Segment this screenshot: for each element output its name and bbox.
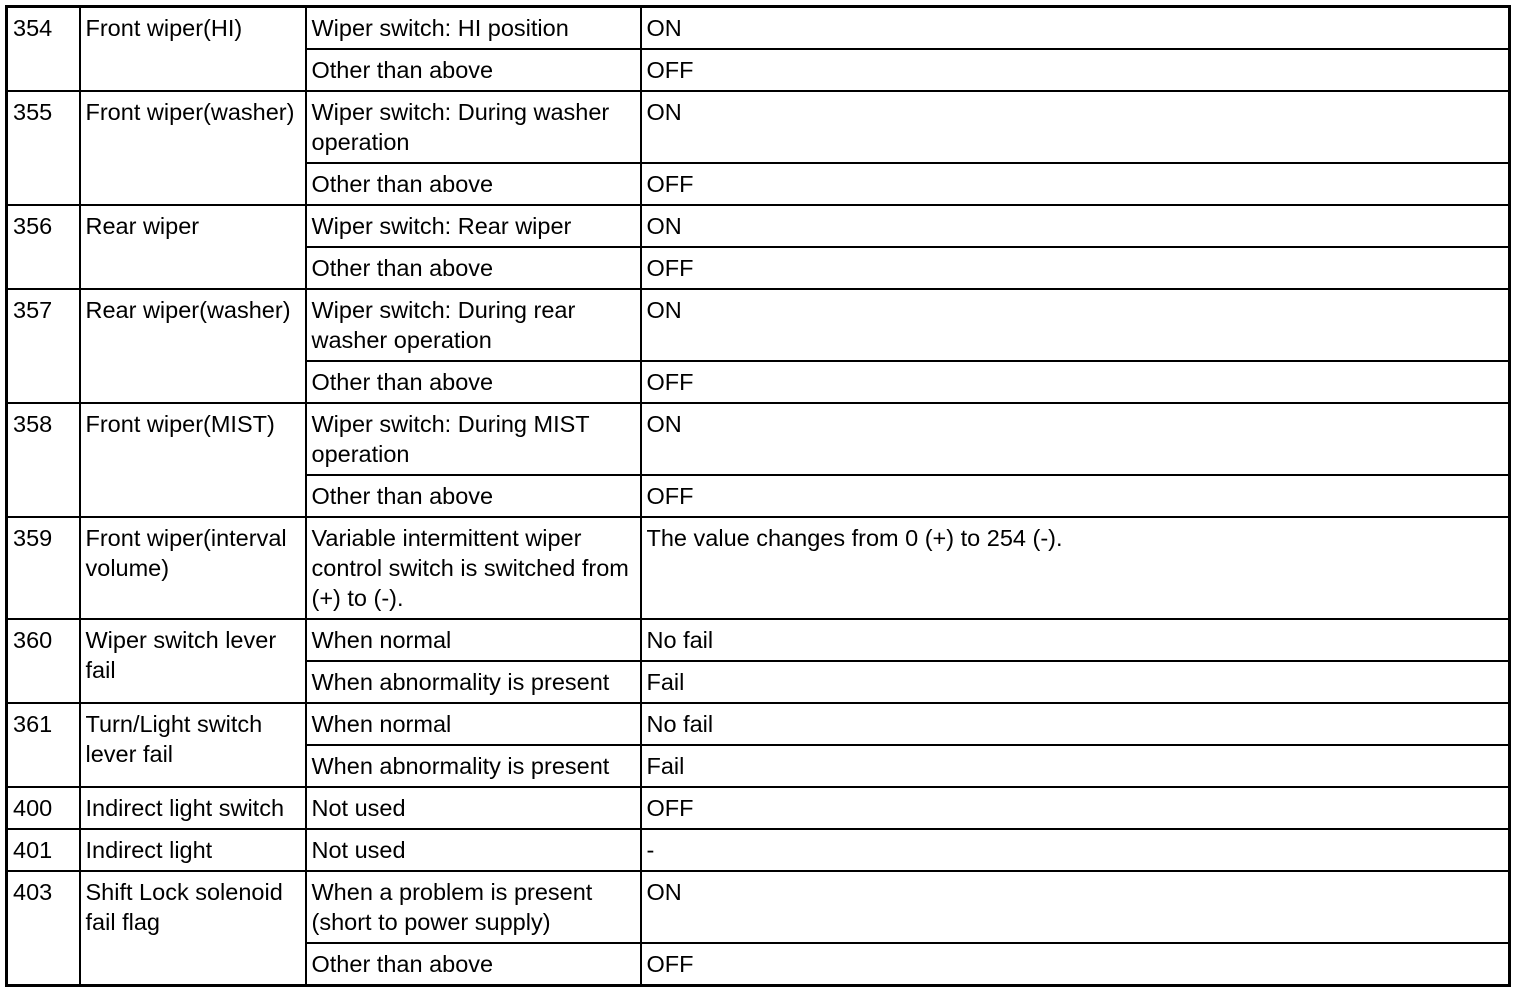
- data-table: [5, 5, 1511, 987]
- condition-cell: Wiper switch: During MIST operation: [306, 403, 641, 475]
- table-row: [7, 7, 1510, 50]
- condition-cell: When normal: [306, 619, 641, 661]
- item-name: Turn/Light switch lever fail: [80, 703, 306, 787]
- table-row: [7, 289, 1510, 361]
- value-cell: OFF: [641, 943, 1510, 986]
- condition-cell: When abnormality is present: [306, 745, 641, 787]
- item-name: Front wiper(washer): [80, 91, 306, 205]
- condition-cell: Other than above: [306, 247, 641, 289]
- condition-cell: Wiper switch: During washer operation: [306, 91, 641, 163]
- value-cell: ON: [641, 403, 1510, 475]
- condition-cell: Other than above: [306, 943, 641, 986]
- condition-cell: Not used: [306, 829, 641, 871]
- value-cell: OFF: [641, 475, 1510, 517]
- value-cell: Fail: [641, 745, 1510, 787]
- table-row: [7, 517, 1510, 619]
- item-name: Front wiper(HI): [80, 7, 306, 92]
- condition-cell: When normal: [306, 703, 641, 745]
- row-number: 355: [7, 91, 80, 205]
- table-row: [7, 787, 1510, 829]
- table-row: [7, 703, 1510, 745]
- condition-cell: Other than above: [306, 475, 641, 517]
- value-cell: OFF: [641, 787, 1510, 829]
- value-cell: OFF: [641, 247, 1510, 289]
- table-row: [7, 205, 1510, 247]
- value-cell: Fail: [641, 661, 1510, 703]
- item-name: Rear wiper(washer): [80, 289, 306, 403]
- value-cell: OFF: [641, 163, 1510, 205]
- value-cell: -: [641, 829, 1510, 871]
- row-number: 400: [7, 787, 80, 829]
- row-number: 354: [7, 7, 80, 92]
- table-row: [7, 871, 1510, 943]
- item-name: Indirect light: [80, 829, 306, 871]
- row-number: 401: [7, 829, 80, 871]
- row-number: 358: [7, 403, 80, 517]
- row-number: 403: [7, 871, 80, 986]
- row-number: 357: [7, 289, 80, 403]
- table-row: [7, 91, 1510, 163]
- row-number: 356: [7, 205, 80, 289]
- item-name: Front wiper(MIST): [80, 403, 306, 517]
- condition-cell: Wiper switch: HI position: [306, 7, 641, 50]
- condition-cell: Other than above: [306, 361, 641, 403]
- condition-cell: Wiper switch: During rear washer operation: [306, 289, 641, 361]
- table-row: [7, 619, 1510, 661]
- table-row: [7, 829, 1510, 871]
- value-cell: ON: [641, 7, 1510, 50]
- condition-cell: Other than above: [306, 49, 641, 91]
- condition-cell: Wiper switch: Rear wiper: [306, 205, 641, 247]
- value-cell: No fail: [641, 619, 1510, 661]
- value-cell: ON: [641, 871, 1510, 943]
- item-name: Wiper switch lever fail: [80, 619, 306, 703]
- item-name: Shift Lock solenoid fail flag: [80, 871, 306, 986]
- row-number: 361: [7, 703, 80, 787]
- value-cell: OFF: [641, 49, 1510, 91]
- value-cell: ON: [641, 289, 1510, 361]
- condition-cell: Other than above: [306, 163, 641, 205]
- value-cell: The value changes from 0 (+) to 254 (-).: [641, 517, 1510, 619]
- value-cell: ON: [641, 91, 1510, 163]
- row-number: 360: [7, 619, 80, 703]
- value-cell: No fail: [641, 703, 1510, 745]
- condition-cell: When abnormality is present: [306, 661, 641, 703]
- value-cell: OFF: [641, 361, 1510, 403]
- condition-cell: Variable intermittent wiper control switch is switched from (+) to (-).: [306, 517, 641, 619]
- value-cell: ON: [641, 205, 1510, 247]
- item-name: Front wiper(interval volume): [80, 517, 306, 619]
- item-name: Indirect light switch: [80, 787, 306, 829]
- row-number: 359: [7, 517, 80, 619]
- item-name: Rear wiper: [80, 205, 306, 289]
- condition-cell: When a problem is present (short to power supply): [306, 871, 641, 943]
- condition-cell: Not used: [306, 787, 641, 829]
- table-row: [7, 403, 1510, 475]
